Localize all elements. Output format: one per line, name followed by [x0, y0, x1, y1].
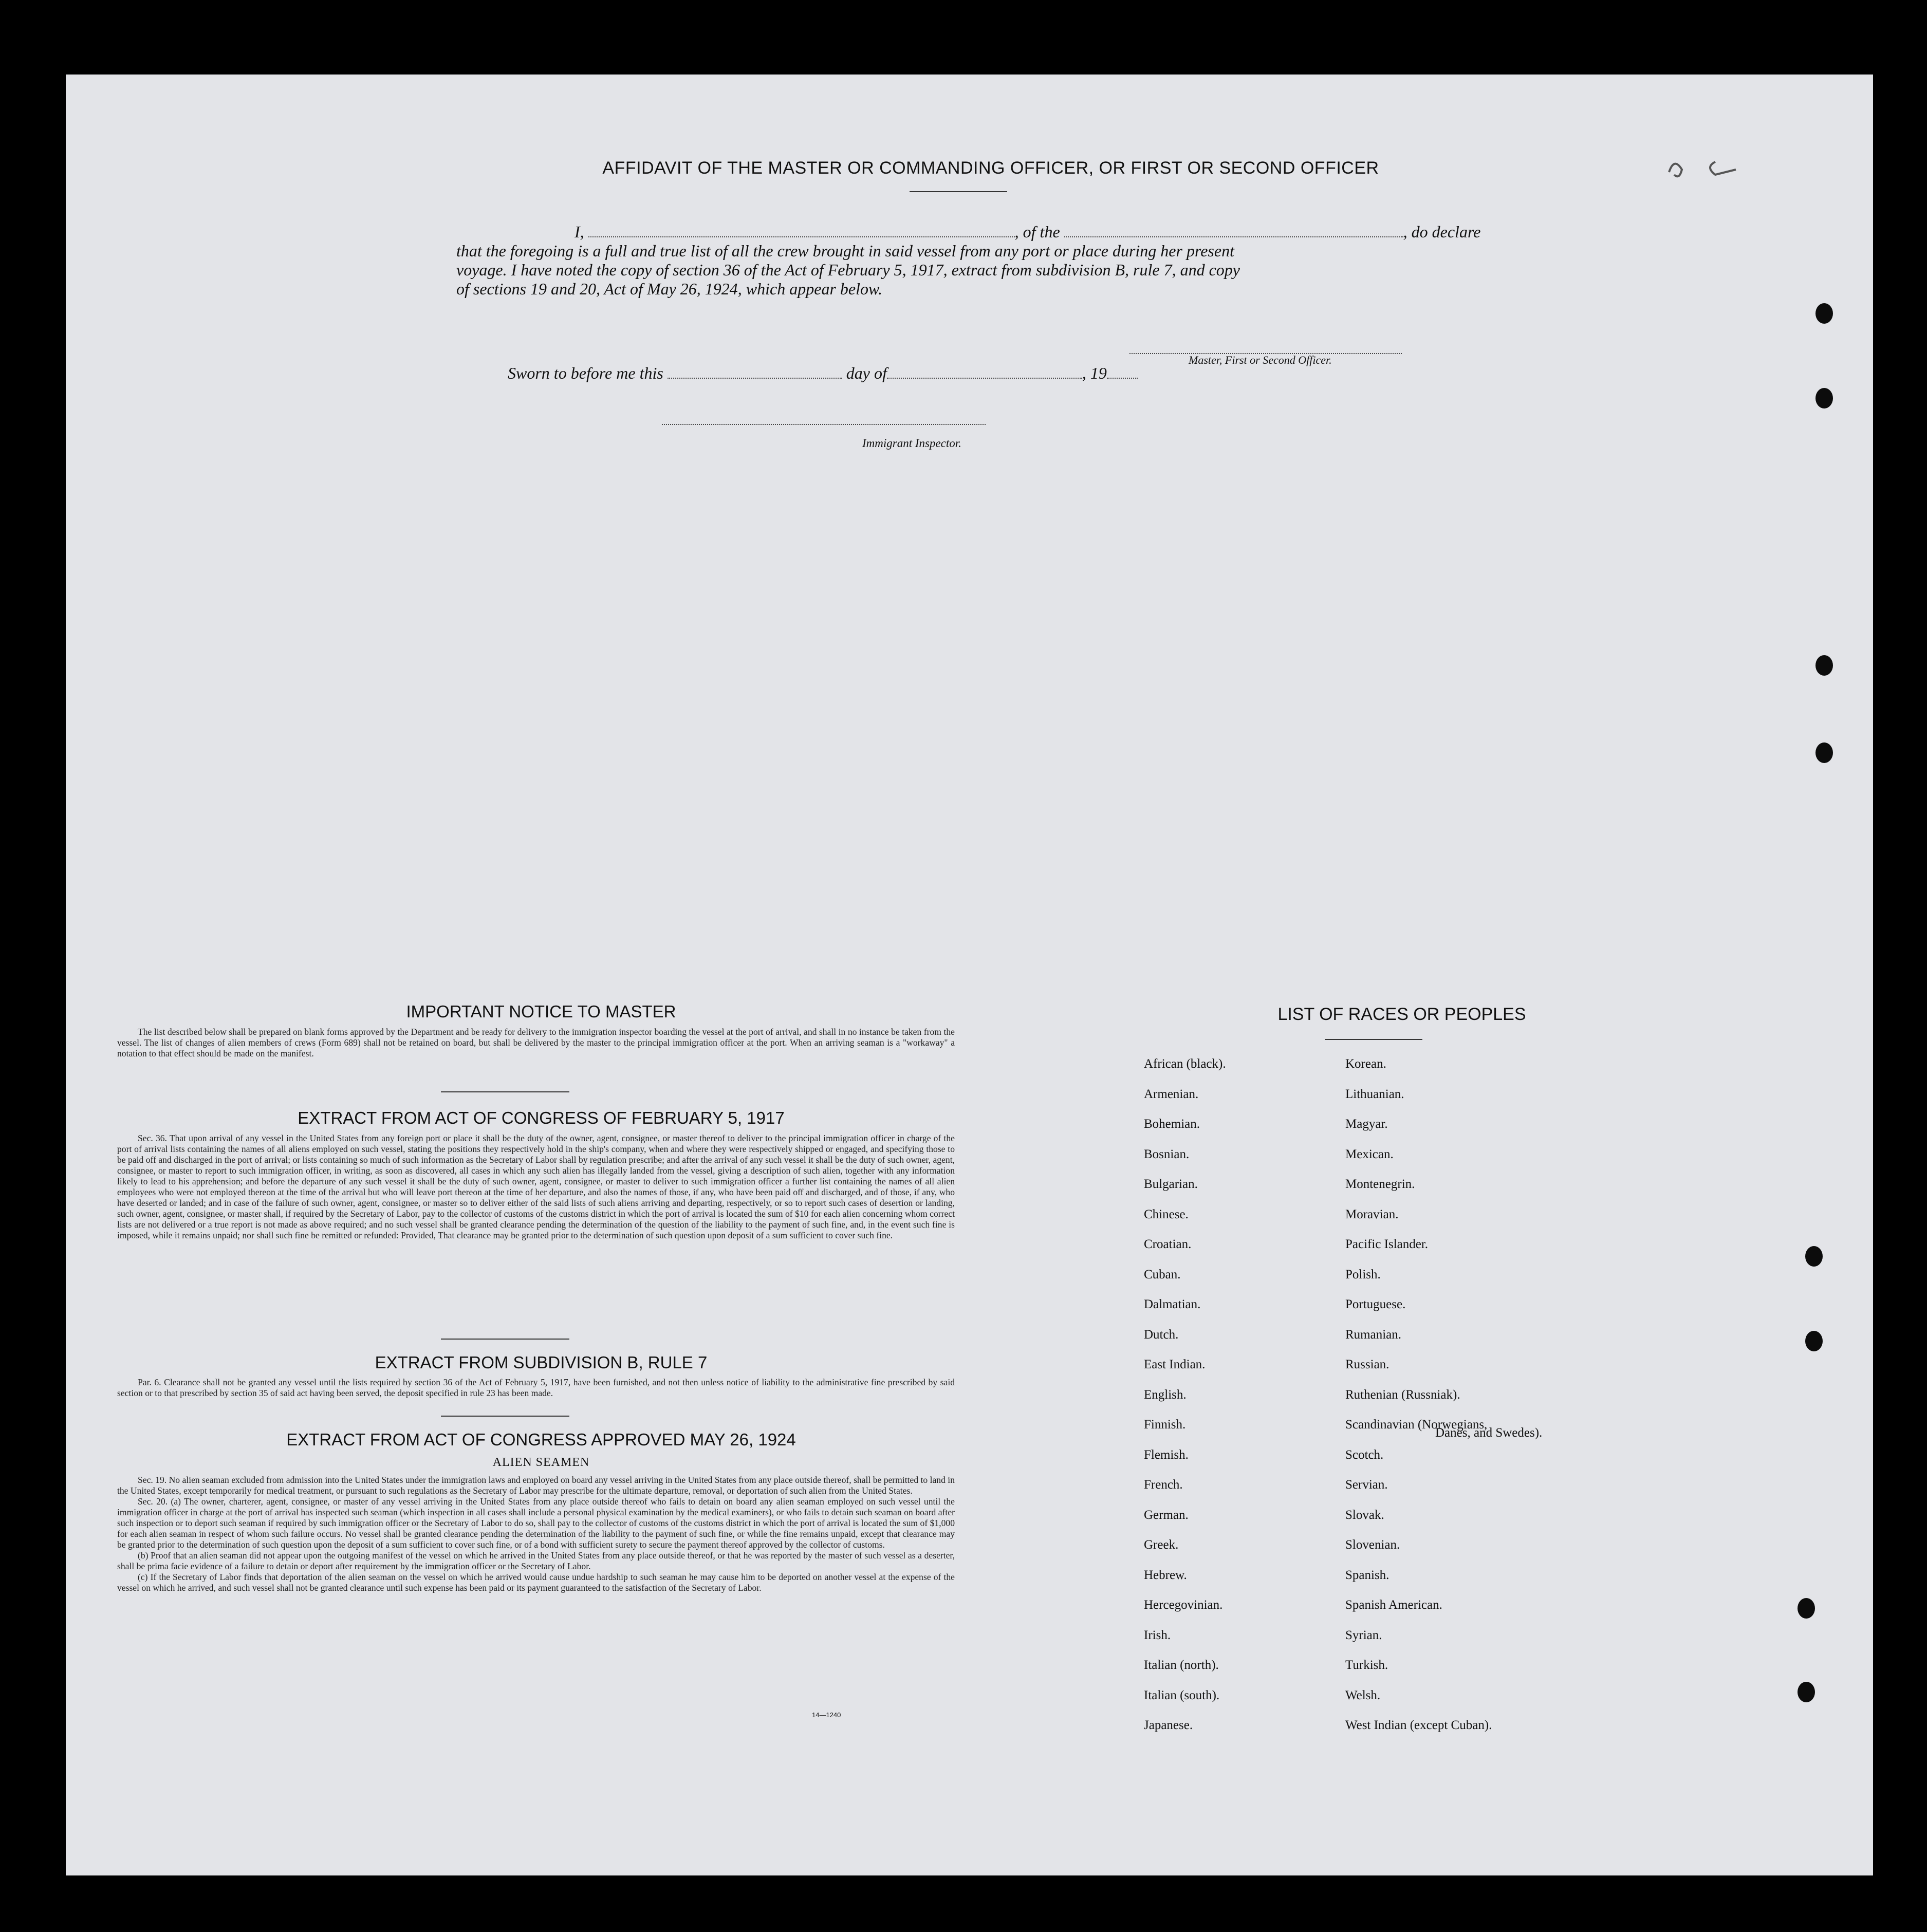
race-item: East Indian.: [1144, 1358, 1206, 1371]
extract-1917-divider: [441, 1339, 569, 1340]
inspector-label: Immigrant Inspector.: [862, 437, 961, 450]
declarant-prefix: I,: [575, 222, 584, 241]
affidavit-title-rule: [910, 191, 1007, 192]
race-item: Hercegovinian.: [1144, 1598, 1223, 1612]
affidavit-text-line-2: that the foregoing is a full and true list of all the crew brought in said vessel from any port or place during her present: [456, 242, 1234, 260]
extract-1924-body: [117, 1475, 955, 1593]
extract-rule7-title: EXTRACT FROM SUBDIVISION B, RULE 7: [375, 1353, 708, 1372]
race-item: Hebrew.: [1144, 1568, 1187, 1582]
binder-hole-icon: [1798, 1598, 1815, 1619]
race-item: Portuguese.: [1345, 1297, 1406, 1311]
affidavit-text-line-3: voyage. I have noted the copy of section 36 of the Act of February 5, 1917, extract from subdivision B, rule 7, and copy: [456, 261, 1240, 279]
extract-1924-title: EXTRACT FROM ACT OF CONGRESS APPROVED MAY 26, 1924: [286, 1430, 796, 1449]
races-title-rule: [1325, 1039, 1422, 1040]
declarant-line: [456, 222, 1481, 242]
race-item: Bohemian.: [1144, 1117, 1200, 1131]
sworn-year-field[interactable]: [1107, 373, 1138, 379]
race-item: Spanish American.: [1345, 1598, 1442, 1612]
race-item: Bulgarian.: [1144, 1177, 1198, 1191]
inspector-signature-field[interactable]: [662, 419, 986, 425]
race-item: Irish.: [1144, 1628, 1171, 1642]
race-item: Magyar.: [1345, 1117, 1388, 1131]
extract-1924-sec20a: Sec. 20. (a) The owner, charterer, agent, consignee, or master of any vessel arriving in the United States from any place outside thereof who fails to detain on board any alien seaman employed on such vessel until the immigration officer in charge at the port of arrival has inspected such seaman (which inspection in all cases shall include a personal physical examination by the medical examiners), or who fails to detain such seaman on board after such inspection or to deport such seaman if required by such immigration officer or the Secretary of Labor to do so, shall pay to the collector of customs of the customs district in which the port of arrival is located the sum of $1,000 for each alien seaman in respect of whom such failure occurs. No vessel shall be granted clearance pending the determination of the liability to the payment of such fine, or while the fine remains unpaid, except that clearance may be granted prior to the determination of such question upon the deposit of a sum sufficient to cover such fine, or of a bond with sufficient surety to secure the payment thereof approved by the collector of customs.: [117, 1496, 955, 1550]
binder-hole-icon: [1805, 1331, 1823, 1351]
race-item: Finnish.: [1144, 1418, 1186, 1432]
binder-hole-icon: [1815, 742, 1833, 763]
notice-paragraph: The list described below shall be prepared on blank forms approved by the Department and be ready for delivery to the immigration inspector boarding the vessel at the port of arrival, and shall in no instance be taken from the vessel. The list of changes of alien members of crews (Form 689) shall not be retained on board, but shall be delivered by the master to the principal immigration officer at the port. When an arriving seaman is a "workaway" a notation to that effect should be made on the manifest.: [117, 1027, 955, 1058]
race-item: Montenegrin.: [1345, 1177, 1415, 1191]
document-page: [66, 75, 1873, 1875]
sworn-prefix: Sworn to before me this: [508, 364, 663, 382]
race-item: Welsh.: [1345, 1688, 1381, 1702]
extract-1924-sec20c: (c) If the Secretary of Labor finds that deportation of the alien seaman on the vessel on which he arrived would cause undue hardship to such seaman he may cause him to be deported on another vessel at the expense of the vessel on which he arrived, and such vessel shall not be granted clearance until such expense has been paid or its payment guaranteed to the satisfaction of the Secretary of Labor.: [117, 1572, 955, 1593]
race-item: Scotch.: [1345, 1448, 1384, 1462]
extract-1917-paragraph: Sec. 36. That upon arrival of any vessel in the United States from any foreign port or place it shall be the duty of the owner, agent, consignee, or master thereof to deliver to the principal immigration officer in charge of the port of arrival lists containing the names of all aliens employed on such vessel, stating the positions they respectively hold in the ship's company, when and where they were respectively shipped or engaged, and specifying those to be paid off and discharged in the port of arrival; or lists containing so much of such information as the Secretary of Labor shall by regulation prescribe; and after the arrival of any such vessel it shall be the duty of such owner, agent, consignee, or master to report to such immigration officer, in writing, as soon as discovered, all cases in which any such alien has illegally landed from the vessel, giving a description of such alien, together with any information likely to lead to his apprehension; and before the departure of any such vessel it shall be the duty of such owner, agent, consignee, or master to deliver to such immigration officer a further list containing the names of all alien employees who were not employed thereon at the time of the arrival but who will leave port thereon at the time of her departure, and also the names of those, if any, who have been paid off and discharged, and of those, if any, who have deserted or landed; and in case of the failure of such owner, agent, consignee, or master so to deliver either of the said lists of such aliens arriving and departing, respectively, or so to report such cases of desertion or landing, such owner, agent, consignee, or master shall, if required by the Secretary of Labor, pay to the collector of customs of the customs district in which the port of arrival is located the sum of $10 for each alien concerning whom correct lists are not delivered or a true report is not made as above required; and no such vessel shall be granted clearance pending the determination of the question of the liability to the payment of such fine, and, in the event such fine is imposed, while it remains unpaid; nor shall such fine be remitted or refunded: Provided, That clearance may be granted prior to the determination of such question upon deposit of a sum sufficient to cover such fine.: [117, 1133, 955, 1240]
race-item: Bosnian.: [1144, 1147, 1190, 1161]
race-item: Moravian.: [1345, 1208, 1399, 1221]
binder-hole-icon: [1815, 655, 1833, 676]
sworn-date-field[interactable]: [668, 373, 842, 379]
race-item: Slovak.: [1345, 1508, 1384, 1522]
race-item: Russian.: [1345, 1358, 1389, 1371]
of-the-label: , of the: [1014, 222, 1060, 241]
master-signature-label: Master, First or Second Officer.: [1189, 354, 1332, 366]
race-item: Italian (north).: [1144, 1658, 1219, 1672]
race-item: Syrian.: [1345, 1628, 1382, 1642]
extract-1917-body: [117, 1133, 955, 1241]
binder-hole-icon: [1798, 1682, 1815, 1702]
declarant-name-field[interactable]: [588, 231, 1015, 237]
sworn-year-prefix: , 19: [1082, 364, 1107, 382]
extract-1917-title: EXTRACT FROM ACT OF CONGRESS OF FEBRUARY 5, 1917: [298, 1108, 785, 1127]
affidavit-title: AFFIDAVIT OF THE MASTER OR COMMANDING OFFICER, OR FIRST OR SECOND OFFICER: [602, 158, 1379, 178]
races-title: LIST OF RACES OR PEOPLES: [1277, 1005, 1526, 1024]
race-item: Korean.: [1345, 1057, 1386, 1071]
extract-rule7-paragraph: Par. 6. Clearance shall not be granted any vessel until the lists required by section 36 of the Act of February 5, 1917, have been furnished, and not then unless notice of liability to the administrative fine prescribed by said section or to that prescribed by section 35 of said act having been served, the deposit specified in rule 23 has been made.: [117, 1377, 955, 1398]
race-item: Armenian.: [1144, 1087, 1199, 1101]
race-item: Pacific Islander.: [1345, 1237, 1429, 1251]
race-item: Slovenian.: [1345, 1538, 1400, 1552]
race-item: Ruthenian (Russniak).: [1345, 1388, 1460, 1402]
race-item: Polish.: [1345, 1268, 1381, 1281]
extract-1924-sec19: Sec. 19. No alien seaman excluded from admission into the United States under the immigration laws and employed on board any vessel arriving in the United States from any place outside thereof, shall be permitted to land in the United States, except temporarily for medical treatment, or pursuant to such regulations as the Secretary of Labor may prescribe for the ultimate departure, removal, or deportation of such alien from the United States.: [117, 1475, 955, 1496]
extract-1924-sec20b: (b) Proof that an alien seaman did not appear upon the outgoing manifest of the vessel on which he arrived in the United States from any place outside thereof, or that he was reported by the master of such vessel as a deserter, shall be prima facie evidence of a failure to detain or deport after requirement by the immigration officer or the Secretary of Labor.: [117, 1550, 955, 1571]
race-item: African (black).: [1144, 1057, 1226, 1071]
race-item: German.: [1144, 1508, 1189, 1522]
race-item: Chinese.: [1144, 1208, 1189, 1221]
pencil-mark-icon: [1659, 152, 1762, 182]
race-item: Cuban.: [1144, 1268, 1181, 1281]
race-item: Dalmatian.: [1144, 1297, 1201, 1311]
race-item: English.: [1144, 1388, 1187, 1402]
sworn-month-field[interactable]: [887, 373, 1082, 379]
race-item: Flemish.: [1144, 1448, 1189, 1462]
race-item: Lithuanian.: [1345, 1087, 1404, 1101]
extract-rule7-body: [117, 1377, 955, 1399]
sworn-day-of: day of: [846, 364, 887, 382]
declare-label: , do declare: [1403, 222, 1481, 241]
affidavit-text-line-4: of sections 19 and 20, Act of May 26, 1924, which appear below.: [456, 280, 882, 298]
race-item: French.: [1144, 1478, 1183, 1492]
race-item: West Indian (except Cuban).: [1345, 1718, 1492, 1732]
race-item: Servian.: [1345, 1478, 1388, 1492]
extract-1924-subtitle: ALIEN SEAMEN: [492, 1456, 590, 1469]
race-scandinavian-line2: Danes, and Swedes).: [1435, 1426, 1543, 1440]
race-item: Turkish.: [1345, 1658, 1388, 1672]
binder-hole-icon: [1815, 388, 1833, 408]
race-item: Rumanian.: [1345, 1328, 1402, 1342]
race-item: Italian (south).: [1144, 1688, 1220, 1702]
form-number: 14—1240: [812, 1711, 841, 1719]
notice-body: [117, 1027, 955, 1059]
race-item: Greek.: [1144, 1538, 1179, 1552]
notice-title: IMPORTANT NOTICE TO MASTER: [406, 1002, 676, 1021]
race-item: Spanish.: [1345, 1568, 1389, 1582]
race-item: Mexican.: [1345, 1147, 1394, 1161]
extract-rule7-divider: [441, 1416, 569, 1417]
binder-hole-icon: [1815, 303, 1833, 324]
race-item: Japanese.: [1144, 1718, 1193, 1732]
race-item: Scandinavian (Norwegians,: [1345, 1418, 1488, 1432]
binder-hole-icon: [1805, 1246, 1823, 1267]
sworn-line: [508, 364, 1227, 383]
vessel-name-field[interactable]: [1064, 231, 1403, 237]
notice-divider: [441, 1091, 569, 1092]
race-item: Dutch.: [1144, 1328, 1179, 1342]
race-item: Croatian.: [1144, 1237, 1192, 1251]
